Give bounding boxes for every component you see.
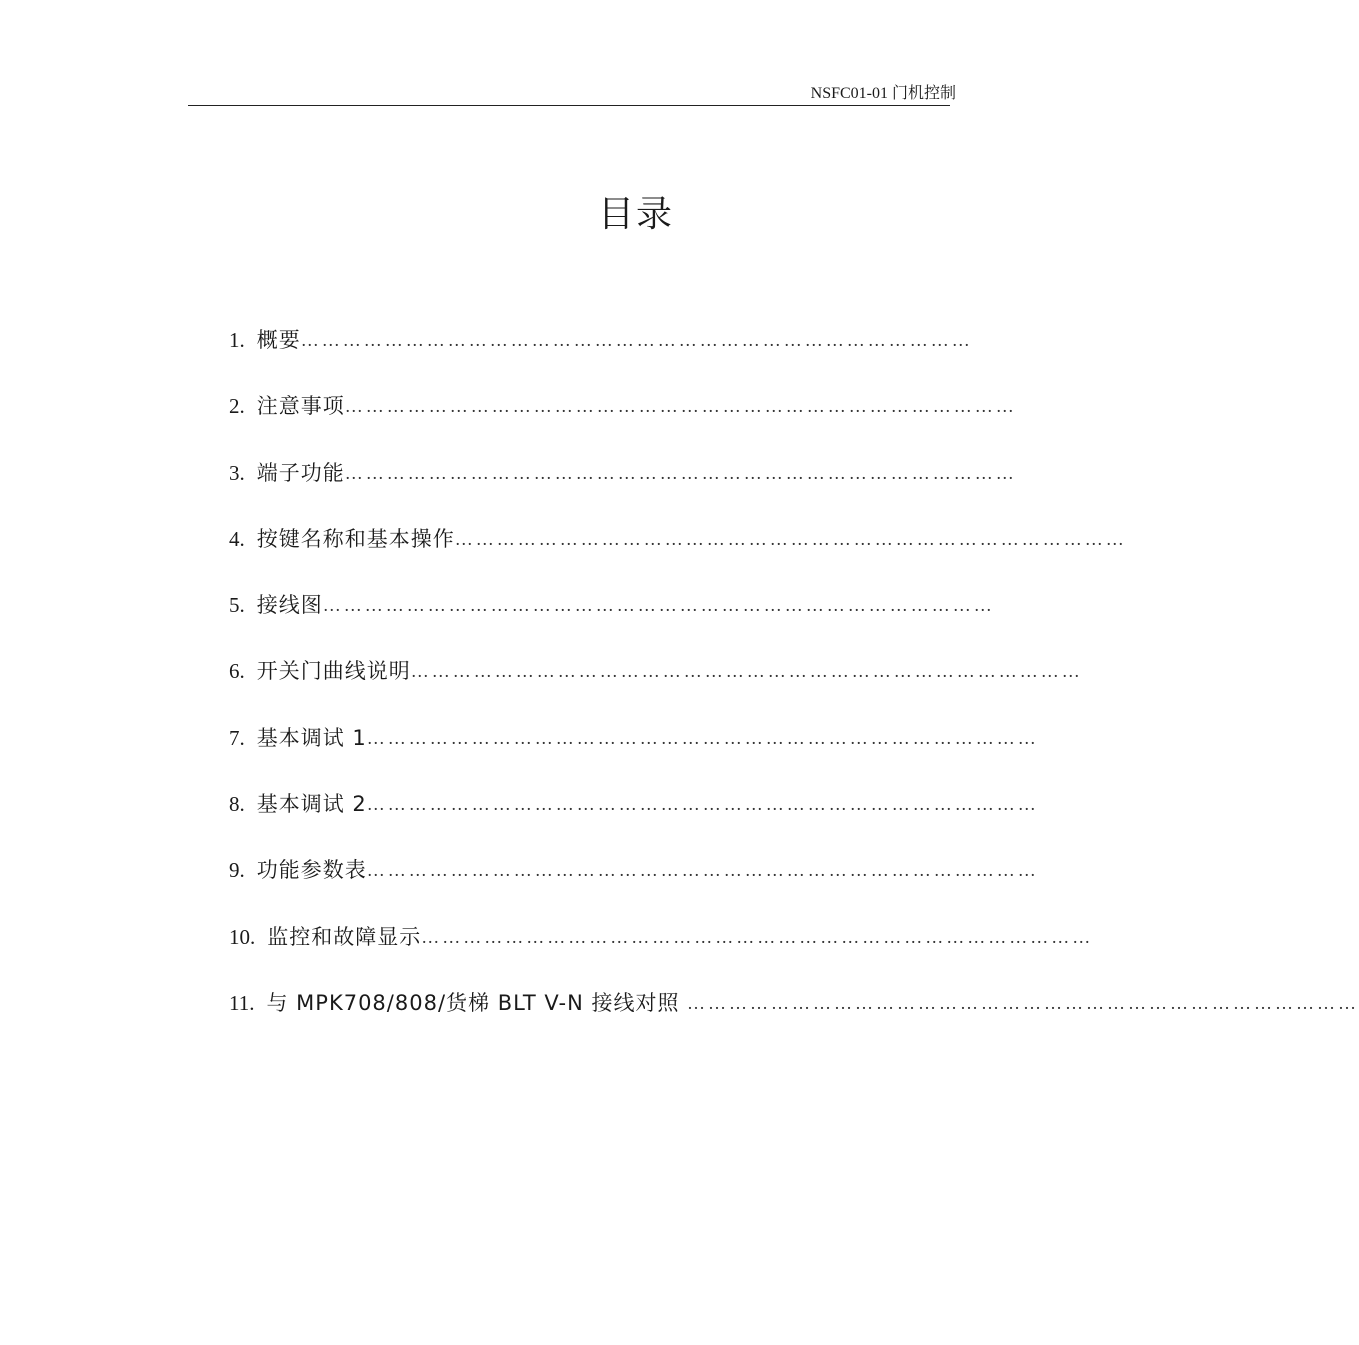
toc-item-number: 9. bbox=[229, 858, 245, 883]
toc-item-number: 8. bbox=[229, 792, 245, 817]
toc-item-number: 7. bbox=[229, 725, 245, 750]
toc-item-label: 开关门曲线说明 bbox=[256, 659, 411, 684]
toc-item-number: 3. bbox=[229, 460, 245, 485]
toc-item-number: 4. bbox=[229, 526, 245, 551]
toc-dot-leader: …………………………………………………………………………………… bbox=[454, 528, 1127, 549]
toc-item-label: 与 MPK708/808/货梯 BLT V-N 接线对照 bbox=[266, 990, 680, 1015]
toc-item-label: 监控和故障显示 bbox=[267, 924, 422, 949]
toc-item-number: 10. bbox=[229, 924, 256, 949]
toc-item[interactable] bbox=[229, 786, 1039, 852]
toc-item-number: 5. bbox=[229, 593, 245, 618]
toc-item-label: 功能参数表 bbox=[256, 858, 367, 883]
toc-item[interactable] bbox=[229, 521, 1127, 587]
toc-item-label: 接线图 bbox=[256, 593, 323, 618]
toc-item-number: 6. bbox=[229, 659, 245, 684]
toc-item-label: 基本调试 2 bbox=[256, 792, 367, 817]
toc-dot-leader: …………………………………………………………………………………… bbox=[366, 860, 1039, 881]
page-title: 目录 bbox=[598, 194, 675, 235]
toc-item[interactable] bbox=[229, 852, 1039, 918]
toc-item-label: 注意事项 bbox=[256, 394, 345, 419]
toc-dot-leader: …………………………………………………………………………………… bbox=[366, 727, 1039, 748]
page-header bbox=[188, 78, 956, 106]
toc-item[interactable] bbox=[229, 919, 1094, 985]
toc-item[interactable] bbox=[229, 455, 1017, 521]
toc-item-number: 11. bbox=[229, 990, 255, 1015]
toc-dot-leader: …………………………………………………………………………………… bbox=[322, 595, 995, 616]
toc-dot-leader: …………………………………………………………………………………… bbox=[679, 992, 1359, 1013]
toc-item-label: 端子功能 bbox=[256, 460, 345, 485]
toc-item[interactable] bbox=[229, 587, 995, 653]
toc-dot-leader: …………………………………………………………………………………… bbox=[410, 661, 1083, 682]
toc-dot-leader: …………………………………………………………………………………… bbox=[344, 396, 1017, 417]
toc-item-label: 基本调试 1 bbox=[256, 725, 367, 750]
toc-item[interactable] bbox=[229, 322, 973, 388]
toc-dot-leader: …………………………………………………………………………………… bbox=[344, 462, 1017, 483]
toc-item-number: 2. bbox=[229, 394, 245, 419]
toc-item[interactable] bbox=[229, 985, 1359, 1051]
toc-dot-leader: …………………………………………………………………………………… bbox=[421, 926, 1094, 947]
toc-item[interactable] bbox=[229, 388, 1017, 454]
toc-item-number: 1. bbox=[229, 328, 245, 352]
toc-item[interactable] bbox=[229, 653, 1083, 719]
toc-item[interactable] bbox=[229, 720, 1039, 786]
table-of-contents bbox=[229, 322, 1359, 1051]
toc-item-label: 概要 bbox=[256, 328, 301, 352]
toc-item-label: 按键名称和基本操作 bbox=[256, 526, 455, 551]
toc-dot-leader: …………………………………………………………………………………… bbox=[300, 330, 973, 350]
toc-dot-leader: …………………………………………………………………………………… bbox=[366, 794, 1039, 815]
header-text: NSFC01-01 门机控制 bbox=[810, 85, 956, 102]
